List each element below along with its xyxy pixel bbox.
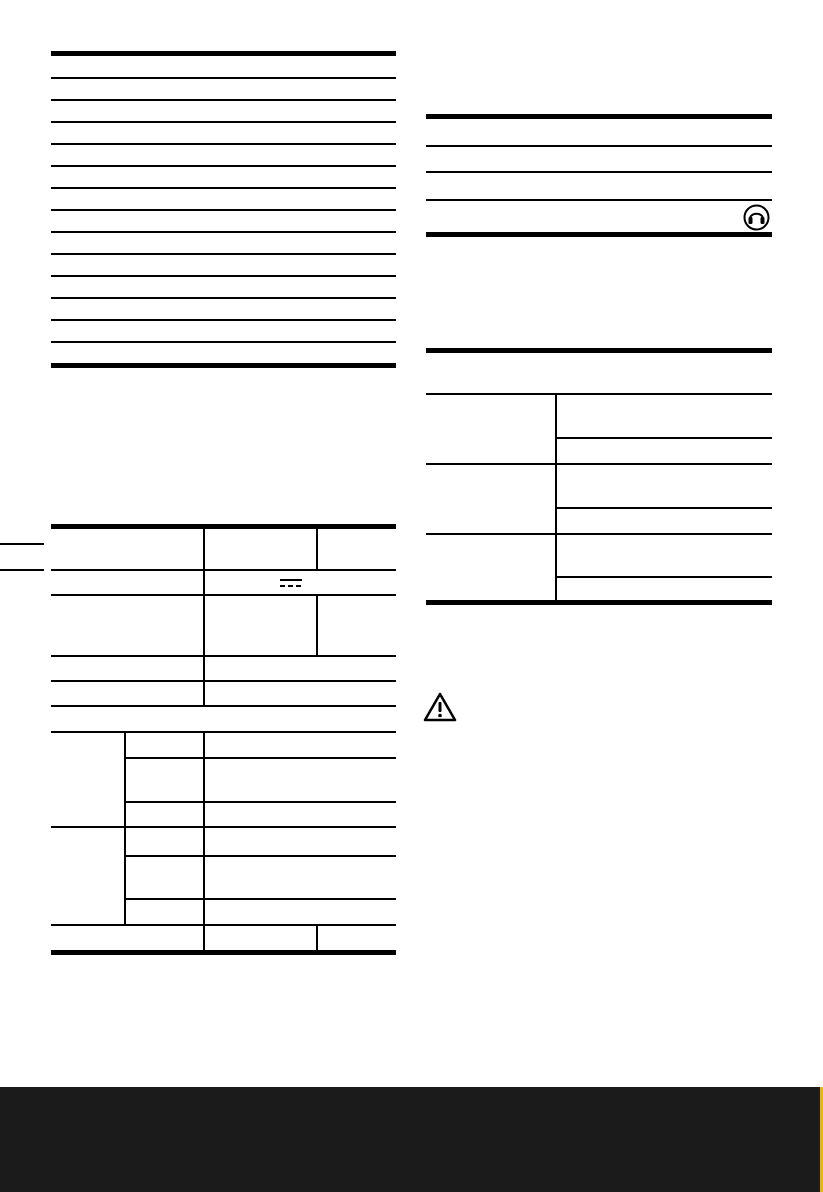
table-row-rule: [51, 680, 396, 682]
side-tab-mark: [0, 543, 44, 545]
table-row-rule: [51, 319, 396, 321]
table-top-rule: [51, 524, 396, 529]
table-column-rule: [555, 393, 557, 600]
table-top-rule: [426, 348, 772, 353]
table-row-rule: [426, 199, 772, 201]
table-row-rule: [426, 171, 772, 173]
ear-protection-icon: [743, 204, 770, 231]
table-subrow-rule: [124, 801, 396, 803]
table-row-rule: [51, 826, 396, 828]
table-subrow-rule: [556, 437, 772, 439]
table-row-rule: [51, 165, 396, 167]
table-subrow-rule: [124, 855, 396, 857]
table-row-rule: [426, 533, 772, 535]
table-row-rule: [51, 99, 396, 101]
table-row-rule: [51, 275, 396, 277]
table-subrow-rule: [556, 576, 772, 578]
table-row-rule: [51, 341, 396, 343]
table-bottom-rule: [426, 232, 772, 237]
table-column-rule: [203, 924, 205, 950]
table-column-rule: [203, 594, 205, 655]
table-subrow-rule: [124, 898, 396, 900]
direct-current-symbol: [280, 579, 302, 589]
table-row-rule: [426, 393, 772, 395]
table-subrow-rule: [124, 757, 396, 759]
table-row-rule: [51, 253, 396, 255]
table-column-rule: [203, 731, 205, 924]
table-column-rule: [203, 655, 205, 705]
table-row-rule: [51, 121, 396, 123]
table-bottom-rule: [51, 950, 396, 955]
side-tab-mark: [0, 569, 44, 571]
table-row-rule: [426, 145, 772, 147]
table-row-rule: [51, 209, 396, 211]
table-row-rule: [51, 297, 396, 299]
table-row-rule: [51, 731, 396, 733]
table-row-rule: [51, 569, 396, 571]
table-top-rule: [51, 51, 396, 56]
table-bottom-rule: [426, 600, 772, 605]
footer-bar: [0, 1087, 823, 1192]
table-row-rule: [426, 463, 772, 465]
table-row-rule: [51, 231, 396, 233]
table-subrow-rule: [556, 507, 772, 509]
table-column-rule: [203, 569, 205, 594]
warning-triangle-icon: [423, 692, 457, 722]
table-row-rule: [51, 924, 396, 926]
table-column-rule: [124, 731, 126, 924]
table-column-rule: [316, 594, 318, 655]
table-row-rule: [51, 187, 396, 189]
table-row-rule: [51, 143, 396, 145]
table-top-rule: [426, 114, 772, 119]
table-row-rule: [51, 655, 396, 657]
table-column-rule: [316, 924, 318, 950]
table-bottom-rule: [51, 363, 396, 368]
table-row-rule: [51, 77, 396, 79]
table-column-rule: [203, 524, 205, 569]
table-row-rule: [51, 705, 396, 707]
table-row-rule: [51, 594, 396, 596]
table-column-rule: [316, 524, 318, 569]
